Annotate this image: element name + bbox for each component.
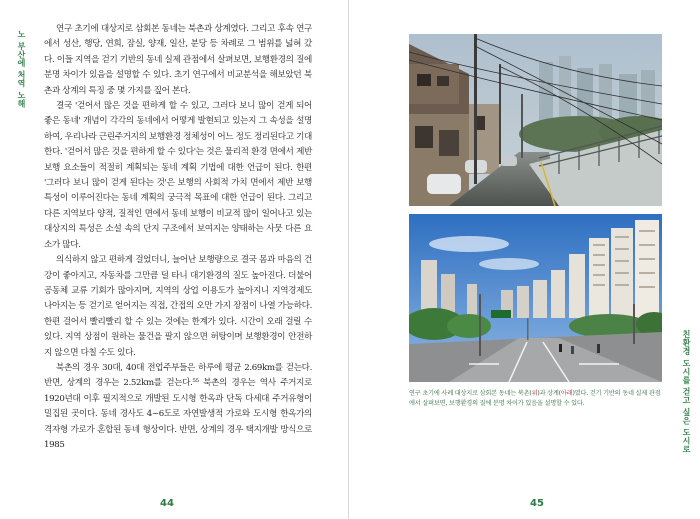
left-page xyxy=(0,0,349,519)
caption-text: )였다. 걷기 기반의 동네 실제 관점에서 살펴보면, 보행환경의 질에 분명 차이가 있음을 설명할 수 있다. xyxy=(409,390,661,407)
body-text xyxy=(44,22,312,453)
running-head-left: 노 부산에 처역 노해 xyxy=(17,30,26,108)
photo-bukchon-alley xyxy=(409,34,662,206)
photo-caption xyxy=(409,389,665,409)
page-number-right: 45 xyxy=(530,498,544,509)
photo-sanggye-boulevard xyxy=(409,214,662,382)
caption-highlight-top: 위 xyxy=(531,390,538,397)
boulevard-photo-illustration xyxy=(409,214,662,382)
page-number-left: 44 xyxy=(160,498,174,509)
caption-text: )과 상계( xyxy=(537,390,561,397)
alley-photo-illustration xyxy=(409,34,662,206)
body-paragraph: 의식하지 않고 편하게 걸었더니, 늘어난 보행량으로 결국 몸과 마음의 건강이 좋아지고, 자동차를 그만큼 덜 타니 대기환경의 질도 높아진다. 더불어 공동체 교류 기회가 많아지며, 지역의 상업 이용도가 높아지니 지역경제도 나아지는 등 걷기로 얻어지는 직접, 간접의 오만 가지 장점이 나열 가능하다. 한편 걸어서 빨리빨리 할 수 있는 것에는 한계가 있다. 시간이 오래 걸릴 수 있다. 지역 상점이 원하는 물건을 팔지 않으면 허탕이며 보행환경이 안전하지 않으면 다칠 수도 있다. xyxy=(44,255,312,358)
body-paragraph: 결국 '걷어서 많은 것을 편하게 할 수 있고, 그러다 보니 많이 걷게 되어 좋은 동네' 개념이 각각의 동네에서 어떻게 발현되고 있는지 그 속성을 설명하여, 우리나라 근린주거지의 보행환경 정체성이 어느 정도 정리된다고 기대한다. '걷어서 많은 것을 편하게 할 수 있다'는 것은 물리적 환경 면에서 제반 보행 요소들이 적절히 계획되는 동네 계획 기법에 대한 언급이 된다. 한편 '그러다 보니 많이 걷게 된다는 것'은 보행의 사회적 가치 면에서 제반 보행 특성이 이루어진다는 동네 계획의 궁극적 목표에 대한 언급이 된다. 그리고 다른 지역보다 양적, 질적인 면에서 동네 보행이 비교적 많이 일어나고 있는 대상지의 특성은 소설 속의 단지 구조에서 보여지는 양태하는 사뭇 다른 요소가 많다. xyxy=(44,101,312,250)
caption-highlight-bottom: 아래 xyxy=(560,390,573,397)
running-head-right: 친환경 도시를 걷고 싶은 도시로 xyxy=(682,330,691,454)
body-paragraph: 북촌의 경우 30대, 40대 전업주부들은 하루에 평균 2.69km를 걷는다. 반면, 상계의 경우는 2.52km를 걷는다.⁵⁵ 북촌의 경우는 역사 주거지로 1920년대 이후 필지적으로 개발된 도시형 한옥과 단독 다세대 주거유형이 밀집된 곳이다. 동네 경사도 4~6도로 자연발생적 가로와 도시형 한옥가의 격자형 가로가 혼합된 동네 형상이다. 반면, 상계의 경우 택지개발 방식으로 1985 xyxy=(44,362,312,450)
body-paragraph: 연구 초기에 대상지로 삼회본 동네는 북촌과 상계였다. 그리고 후속 연구에서 성산, 행당, 연희, 잠실, 양재, 일산, 분당 등 차례로 그 범위를 넓혀 갔다. 이들 지역을 걷기 기반의 동네 실제 관점에서 살펴보면, 보행환경의 질에 분명 차이가 있음을 설명할 수 있다. 초기 연구에서 비교분석을 해보았던 북촌과 상계의 특징 중 몇 가지를 짚어 본다. xyxy=(44,24,312,96)
caption-text: 연구 초기에 사례 대상지로 삼회본 동네는 북촌( xyxy=(409,390,532,397)
